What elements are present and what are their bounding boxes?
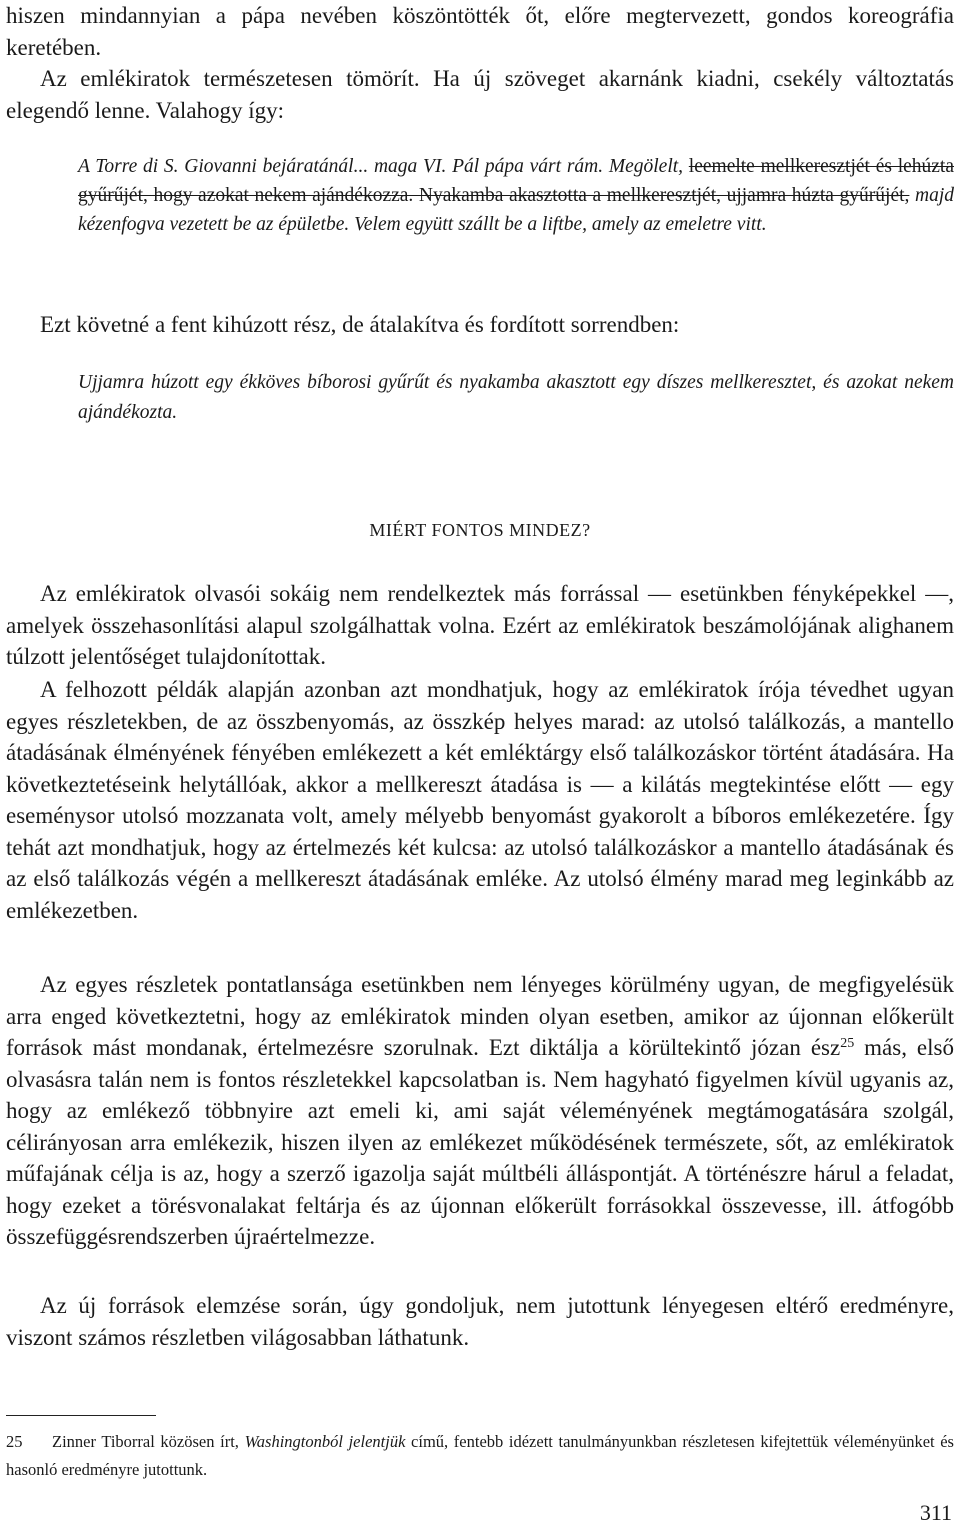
paragraph-2: A felhozott példák alapján azonban azt mondhatjuk, hogy az emlékiratok írója tévedhet ugyan egyes részletekben, de az összbenyomás, az összkép helyes marad: az utolsó találkozás, a mantello átadásának élményének fényében emlékezett a két emléktárgy első találkozáskor történt átadására. Ha következtetéseink helytállóak, akkor a mellkereszt átadása is — a kilátás megtekintése előtt — egy eseménysor utolsó mozzanata volt, amely mélyebb benyomást gyakorolt a bíboros emlékezetére. Így tehát azt mondhatjuk, hogy az értelmezés két kulcsa: az utolsó találkozáskor a mantello átadásának és az első találkozás végén a mellkereszt átadásának emléke. Az utolsó élmény marad meg leginkább az emlékezetben. [6, 677, 954, 923]
footnote-ref: 25 [840, 1036, 855, 1051]
footnote-title: Washingtonból jelentjük [244, 1432, 406, 1451]
paragraph-4: Az új források elemzése során, úgy gondoljuk, nem jutottunk lényegesen eltérő eredményre, viszont számos részletben világosabban láthatunk. [6, 1293, 954, 1350]
section-heading: MIÉRT FONTOS MINDEZ? [369, 520, 591, 540]
follow-paragraph: Ezt követné a fent kihúzott rész, de átalakítva és fordított sorrendben: [40, 312, 680, 337]
paragraph-3: Az egyes részletek pontatlansága esetünkben nem lényeges körülmény ugyan, de megfigyelésük arra enged következtetni, hogy az emlékiratok minden olyan esetben, amikor az újonnan előkerült források mást mondanak, értelmezésre szorulnak. Ezt diktálja a körültekintő józan ész$^{25}$ más, első olvasásra talán nem is fontos részletekkel kapcsolatban is. Nem hagyható figyelmen kívül ugyanis az, hogy az emlékező többnyire azt emeli ki, ami saját véleményének megtámogatására szolgál, célirányosan arra emlékezik, hiszen ilyen az emlékezet működésének természete, sőt, az emlékiratok műfajának célja is az, hogy a szerző igazolja saját múltbéli álláspontját. A történészre hárul a feladat, hogy ezeket a törésvonalakat feltárja és az újonnan előkerült forrásokkal összevesse, ill. átfogóbb összefüggésrendszerben újraértelmezze. [6, 972, 954, 1249]
footnote-number: 25 [6, 1432, 23, 1451]
quote-block-rewritten: Ujjamra húzott egy ékköves bíborosi gyűrűt és nyakamba akasztott egy díszes mellkeresztet, és azokat nekem ajándékozta. [78, 372, 954, 423]
paragraph-1: Az emlékiratok olvasói sokáig nem rendelkeztek más forrással — esetünkben fényképekkel —, amelyek összehasonlítási alapul szolgálhattak volna. Ezért az emlékiratok beszámolójának alighanem túlzott jelentőséget tulajdonítottak. [6, 581, 954, 669]
quote-block-struck: A Torre di S. Giovanni bejáratánál... maga VI. Pál pápa várt rám. Megölelt, leemelte mellkeresztjét és lehúzta gyűrűjét, hogy azokat nekem ajándékozza. Nyakamba akasztotta a mellkeresztjét, ujjamra húzta gyűrűjét, majd kézenfogva vezetett be az épületbe. Velem együtt szállt be a liftbe, amely az emeletre vitt. [78, 156, 954, 235]
page-number: 311 [919, 1500, 952, 1525]
intro-paragraph: Az emlékiratok természetesen tömörít. Ha új szöveget akarnánk kiadni, csekély változtatás elegendő lenne. Valahogy így: [6, 66, 954, 123]
struck-text: leemelte mellkeresztjét és lehúzta gyűrűjét, hogy azokat nekem ajándékozza. Nyakamba akasztotta a mellkeresztjét, ujjamra húzta gyűrűjét, [78, 156, 954, 206]
footnote-rule [6, 1415, 156, 1416]
footnote: 25 Zinner Tiborral közösen írt, Washingtonból jelentjük című, fentebb idézett tanulmányunkban részletesen kifejtettük véleményünket és hasonló eredményre jutottunk. [6, 1428, 954, 1484]
top-paragraph: hiszen mindannyian a pápa nevében köszöntötték őt, előre megtervezett, gondos koreográfia keretében. [6, 3, 954, 60]
